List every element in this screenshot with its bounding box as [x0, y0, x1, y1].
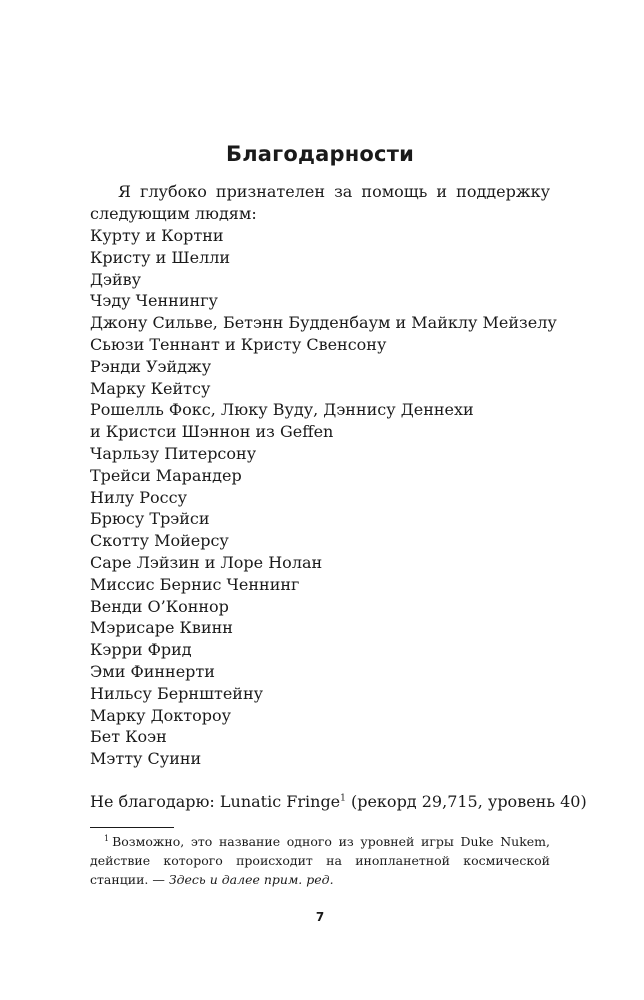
not-thanks-line	[90, 791, 587, 813]
book-page	[90, 0, 587, 1000]
footnote-editor-note: Здесь и далее прим. ред.	[168, 872, 334, 887]
not-thanks-lead: Не благодарю: Lunatic Fringe	[90, 792, 341, 811]
names-list	[90, 225, 557, 770]
list-item: Марку Доктороу	[90, 705, 232, 725]
list-item: Сьюзи Теннант и Кристу Свенсону	[90, 334, 387, 354]
list-item: Трейси Марандер	[90, 465, 242, 485]
intro-paragraph: Я глубоко признателен за помощь и поддержку следующим людям:	[90, 182, 550, 223]
footnote-marker[interactable]: 1	[340, 793, 346, 804]
list-item: Мэтту Суини	[90, 749, 202, 769]
list-item: Брюсу Трэйси	[90, 509, 210, 529]
list-item: Кэрри Фрид	[90, 640, 192, 660]
page-title: Благодарности	[226, 142, 414, 166]
list-item: Нилу Россу	[90, 487, 188, 507]
footnote-number: 1	[104, 833, 110, 843]
list-item: Нильсу Бернштейну	[90, 683, 264, 703]
list-item: Рошелль Фокс, Люку Вуду, Дэннису Деннехи	[90, 400, 474, 420]
list-item: Джону Сильве, Бетэнн Будденбаум и Майклу Мейзелу	[90, 313, 557, 333]
footnote-text: Возможно, это название одного из уровней игры Duke Nukem, действие которого происходит на инопланетной космической станции. —	[90, 834, 550, 887]
list-item: Чарльзу Питерсону	[90, 443, 257, 463]
list-item: Рэнди Уэйджу	[90, 356, 212, 376]
list-item: Венди О’Коннор	[90, 596, 229, 616]
page-number: 7	[315, 910, 325, 924]
list-item: Миссис Бернис Ченнинг	[90, 574, 300, 594]
list-item: Дэйву	[90, 269, 142, 289]
list-item: Кристу и Шелли	[90, 247, 231, 267]
footnote	[90, 832, 550, 889]
list-item: Саре Лэйзин и Лоре Нолан	[90, 552, 323, 572]
list-item: Бет Коэн	[90, 727, 167, 747]
not-thanks-rest: (рекорд 29,715, уровень 40)	[345, 792, 587, 811]
list-item: Курту и Кортни	[90, 226, 224, 245]
list-item: Чэду Ченнингу	[90, 291, 218, 311]
list-item: и Кристси Шэннон из Geffen	[90, 422, 334, 442]
list-item: Эми Финнерти	[90, 661, 215, 681]
list-item: Марку Кейтсу	[90, 378, 211, 398]
list-item: Мэрисаре Квинн	[90, 618, 233, 638]
list-item: Скотту Мойерсу	[90, 531, 229, 551]
footnote-divider	[90, 827, 174, 828]
